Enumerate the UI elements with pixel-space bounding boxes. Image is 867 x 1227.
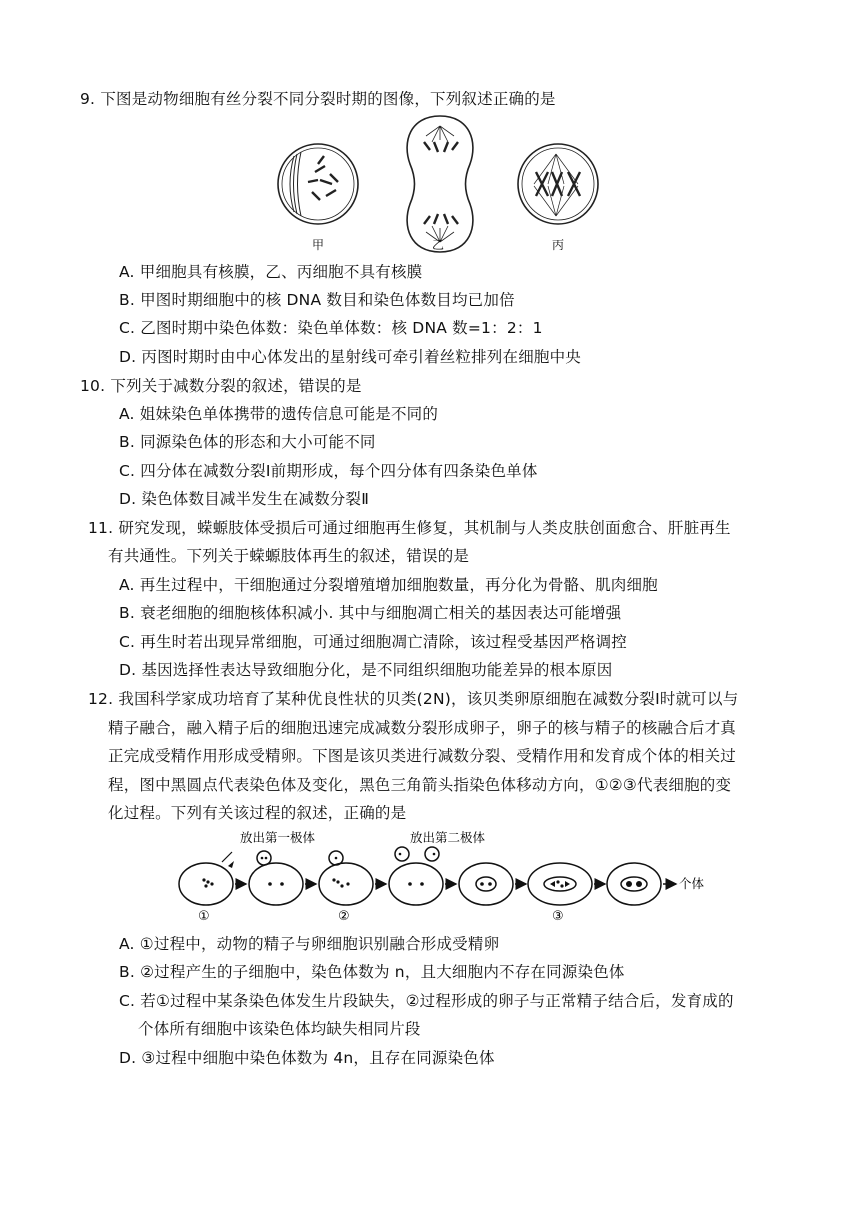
cell-7 bbox=[607, 863, 661, 905]
cell-6 bbox=[528, 863, 592, 905]
q9-option-a: A. 甲细胞具有核膜，乙、丙细胞不具有核膜 bbox=[119, 263, 423, 281]
cell-3 bbox=[319, 863, 373, 905]
q9-option-c: C. 乙图时期中染色体数：染色单体数：核 DNA 数=1：2：1 bbox=[119, 319, 543, 337]
q12-option-d: D. ③过程中细胞中染色体数为 4n，且存在同源染色体 bbox=[119, 1049, 495, 1067]
q10-option-a: A. 姐妹染色单体携带的遗传信息可能是不同的 bbox=[119, 405, 439, 423]
q12-stem-line4: 程，图中黑圆点代表染色体及变化，黑色三角箭头指染色体移动方向，①②③代表细胞的变 bbox=[108, 776, 732, 794]
label-second-polar: 放出第二极体 bbox=[410, 830, 486, 845]
q11-option-a: A. 再生过程中，干细胞通过分裂增殖增加细胞数量，再分化为骨骼、肌肉细胞 bbox=[119, 576, 658, 594]
cell-5 bbox=[459, 863, 513, 905]
cell-yi-image bbox=[407, 116, 473, 252]
step-label-2: ② bbox=[338, 909, 350, 924]
step-label-3: ③ bbox=[552, 909, 564, 924]
step-label-1: ① bbox=[198, 909, 210, 924]
label-bing: 丙 bbox=[552, 238, 565, 252]
q12-option-c-line2: 个体所有细胞中该染色体均缺失相同片段 bbox=[138, 1020, 421, 1038]
cell-2 bbox=[249, 863, 303, 905]
q12-stem-line1: 12. 我国科学家成功培育了某种优良性状的贝类(2N)，该贝类卵原细胞在减数分裂Ⅰ时就可以与 bbox=[88, 690, 739, 708]
q9-stem: 9. 下图是动物细胞有丝分裂不同分裂时期的图像，下列叙述正确的是 bbox=[80, 90, 556, 108]
q10-stem: 10. 下列关于减数分裂的叙述，错误的是 bbox=[80, 377, 362, 395]
label-jia: 甲 bbox=[312, 238, 325, 252]
label-yi: 乙 bbox=[432, 238, 445, 252]
q9-option-d: D. 丙图时期时由中心体发出的星射线可牵引着丝粒排列在细胞中央 bbox=[119, 348, 581, 366]
q11-stem-line2: 有共通性。下列关于蝾螈肢体再生的叙述，错误的是 bbox=[108, 547, 470, 565]
cell-1 bbox=[179, 863, 233, 905]
q11-option-b: B. 衰老细胞的细胞核体积减小. 其中与细胞凋亡相关的基因表达可能增强 bbox=[119, 604, 622, 622]
q12-option-c-line1: C. 若①过程中某条染色体发生片段缺失，②过程形成的卵子与正常精子结合后，发育成的 bbox=[119, 992, 734, 1010]
q12-stem-line5: 化过程。下列有关该过程的叙述，正确的是 bbox=[108, 804, 407, 822]
q12-option-a: A. ①过程中，动物的精子与卵细胞识别融合形成受精卵 bbox=[119, 935, 500, 953]
q12-stem-line2: 精子融合，融入精子后的细胞迅速完成减数分裂形成卵子，卵子的核与精子的核融合后才真 bbox=[108, 719, 737, 737]
q11-stem-line1: 11. 研究发现，蝾螈肢体受损后可通过细胞再生修复，其机制与人类皮肤创面愈合、肝脏再生 bbox=[88, 519, 731, 537]
q9-option-b: B. 甲图时期细胞中的核 DNA 数目和染色体数目均已加倍 bbox=[119, 291, 515, 309]
q11-option-c: C. 再生时若出现异常细胞，可通过细胞凋亡清除，该过程受基因严格调控 bbox=[119, 633, 627, 651]
q11-option-d: D. 基因选择性表达导致细胞分化，是不同组织细胞功能差异的根本原因 bbox=[119, 661, 613, 679]
cell-bing-image bbox=[518, 144, 598, 224]
q10-option-c: C. 四分体在减数分裂Ⅰ前期形成，每个四分体有四条染色单体 bbox=[119, 462, 538, 480]
label-first-polar: 放出第一极体 bbox=[240, 830, 316, 845]
label-individual: 个体 bbox=[679, 876, 705, 891]
cell-jia-image bbox=[278, 144, 358, 224]
q12-option-b: B. ②过程产生的子细胞中，染色体数为 n，且大细胞内不存在同源染色体 bbox=[119, 963, 625, 981]
q10-option-d: D. 染色体数目减半发生在减数分裂Ⅱ bbox=[119, 490, 370, 508]
q12-process-diagram bbox=[170, 822, 710, 930]
q12-stem-line3: 正完成受精作用形成受精卵。下图是该贝类进行减数分裂、受精作用和发育成个体的相关过 bbox=[108, 747, 737, 765]
q10-option-b: B. 同源染色体的形态和大小可能不同 bbox=[119, 433, 376, 451]
cell-4 bbox=[389, 863, 443, 905]
